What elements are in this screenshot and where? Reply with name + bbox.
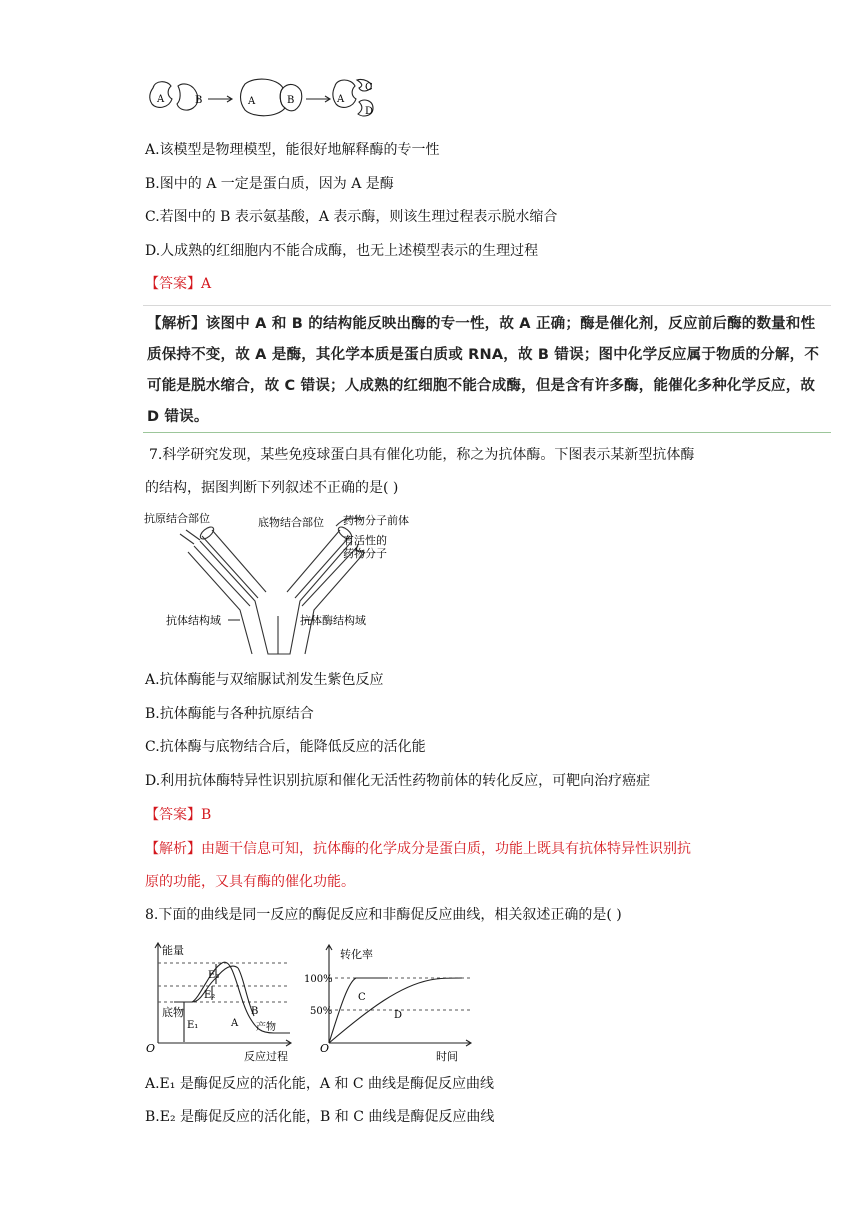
- q6-option-a: A.该模型是物理模型，能很好地解释酶的专一性: [145, 142, 440, 158]
- fig1-label-c: C: [365, 82, 373, 93]
- fig1-label-a2: A: [248, 96, 256, 107]
- fig1-label-b2: B: [287, 95, 295, 106]
- g2-100: 100%: [304, 974, 333, 985]
- reaction-graphs-figure: [140, 938, 480, 1063]
- label-enzyme-domain: 抗体酶结构域: [300, 614, 366, 627]
- q6-analysis-line: 可能是脱水缩合，故 C 错误；人成熟的红细胞不能合成酶，但是含有许多酶，能催化多种化学反应，故: [147, 378, 816, 394]
- q6-option-b: B.图中的 A 一定是蛋白质，因为 A 是酶: [145, 176, 394, 192]
- q8-stem: 8.下面的曲线是同一反应的酶促反应和非酶促反应曲线，相关叙述正确的是( ): [145, 907, 622, 923]
- g2-ylabel: 转化率: [340, 948, 373, 961]
- q7-option-c: C.抗体酶与底物结合后，能降低反应的活化能: [145, 739, 426, 755]
- antibody-enzyme-figure: [140, 506, 440, 656]
- g1-e1: E₁: [187, 1020, 199, 1031]
- g1-ylabel: 能量: [162, 944, 184, 957]
- g2-xlabel: 时间: [436, 1050, 458, 1063]
- q7-stem-line1: 7.科学研究发现，某些免疫球蛋白具有催化功能，称之为抗体酶。下图表示某新型抗体酶: [149, 447, 695, 463]
- label-antibody-domain: 抗体结构域: [166, 614, 221, 627]
- q7-option-a: A.抗体酶能与双缩脲试剂发生紫色反应: [145, 672, 384, 688]
- g1-curve-b: B: [251, 1006, 259, 1017]
- q8-option-b: B.E₂ 是酶促反应的活化能，B 和 C 曲线是酶促反应曲线: [145, 1109, 495, 1125]
- label-substrate-site: 底物结合部位: [258, 516, 324, 529]
- label-active-drug-1: 有活性的: [343, 534, 387, 547]
- label-antigen-site: 抗原结合部位: [144, 512, 210, 525]
- q6-analysis-line: 【解析】该图中 A 和 B 的结构能反映出酶的专一性，故 A 正确；酶是催化剂，反应前后酶的数量和性: [147, 316, 816, 332]
- fig1-label-d: D: [365, 106, 374, 117]
- q6-analysis-line: D 错误。: [147, 409, 209, 425]
- label-active-drug-2: 药物分子: [343, 547, 387, 560]
- fig1-label-a: A: [157, 94, 165, 105]
- g1-curve-a: A: [231, 1018, 239, 1029]
- q7-answer: 【答案】B: [145, 807, 212, 823]
- q7-analysis-line1: 【解析】由题干信息可知，抗体酶的化学成分是蛋白质，功能上既具有抗体特异性识别抗: [145, 841, 691, 857]
- fig1-label-b: B: [195, 95, 203, 106]
- q7-stem-line2: 的结构，据图判断下列叙述不正确的是( ): [145, 480, 399, 496]
- g1-product: 产物: [256, 1022, 276, 1033]
- q6-option-c: C.若图中的 B 表示氨基酸，A 表示酶，则该生理过程表示脱水缩合: [145, 209, 558, 225]
- g2-curve-d: D: [394, 1010, 403, 1021]
- enzyme-model-figure: [145, 74, 385, 124]
- q6-answer: 【答案】A: [145, 276, 212, 292]
- g1-e2: E₂: [204, 990, 216, 1001]
- label-precursor: 药物分子前体: [343, 514, 409, 527]
- q8-option-a: A.E₁ 是酶促反应的活化能，A 和 C 曲线是酶促反应曲线: [145, 1076, 495, 1092]
- q7-option-d: D.利用抗体酶特异性识别抗原和催化无活性药物前体的转化反应，可靶向治疗癌症: [145, 773, 651, 789]
- q7-option-b: B.抗体酶能与各种抗原结合: [145, 706, 314, 722]
- g2-50: 50%: [310, 1006, 333, 1017]
- g1-substrate: 底物: [162, 1006, 184, 1019]
- fig1-label-a3: A: [337, 94, 345, 105]
- q6-analysis-box: [143, 305, 831, 433]
- g2-curve-c: C: [358, 992, 366, 1003]
- g1-e3: E₃: [208, 970, 220, 981]
- g2-origin: O: [320, 1042, 330, 1055]
- q7-analysis-line2: 原的功能，又具有酶的催化功能。: [145, 874, 355, 890]
- q6-option-d: D.人成熟的红细胞内不能合成酶，也无上述模型表示的生理过程: [145, 243, 539, 259]
- q6-analysis-line: 质保持不变，故 A 是酶，其化学本质是蛋白质或 RNA，故 B 错误；图中化学反应属于物质的分解，不: [147, 347, 820, 363]
- g1-origin: O: [146, 1042, 156, 1055]
- g1-xlabel: 反应过程: [244, 1050, 288, 1063]
